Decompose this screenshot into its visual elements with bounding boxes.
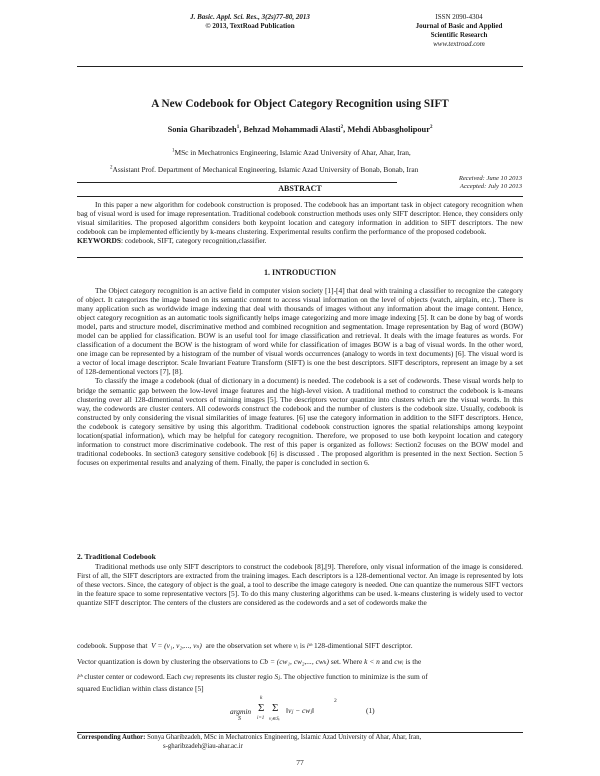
corr-label: Corresponding Author: — [77, 734, 146, 741]
observation-text-b: are the observation set where — [205, 641, 292, 650]
ith-symbol-1: iᵗʰ — [306, 641, 313, 650]
abstract-heading: ABSTRACT — [278, 184, 322, 193]
page-number: 77 — [296, 758, 304, 767]
author-1-sup: 1 — [236, 125, 240, 131]
keywords-text: : codebook, SIFT, category recognition,classifier. — [120, 236, 267, 246]
k-less-n: k < n — [364, 657, 380, 666]
codebook-set-eq: Cb = (cw₁, cw₂,..., cwₖ) — [259, 657, 329, 666]
issn: ISSN 2090-4304 — [435, 13, 483, 21]
abstract-heading-rule — [77, 196, 523, 197]
eq-sum1-lower: i=1 — [257, 716, 265, 721]
section-2-line-quantization — [77, 656, 523, 667]
author-line — [0, 125, 600, 134]
journal-name-2: Scientific Research — [430, 31, 488, 39]
cluster-text-a: cluster center or codeword. Each — [84, 672, 182, 681]
quantization-text-d: is the — [405, 657, 422, 666]
introduction-heading: 1. INTRODUCTION — [263, 268, 336, 277]
affiliation-1-text: MSc in Mechatronics Engineering, Islamic Azad University of Ahar, Ahar, Iran, — [174, 148, 411, 157]
eq-norm: ‖vⱼ − cwⱼ‖ — [286, 706, 315, 715]
abstract-bottom-rule — [77, 257, 523, 258]
affiliation-2 — [110, 165, 418, 174]
intro-paragraph-2: To classify the image a codebook (dual of dictionary in a document) is needed. The codebook is a set of codewords. These visual words help to bridge the semantic gap between the low-level image features and the high-level vision. A traditional method to construct the codebook is k-means clustering over all 128-dimentional vectors of training images [5]. The descriptors vector quantize into clusters which are the visual words. In this way, the codewords are cluster centers. All codewords construct the codebook and the number of clusters is the codebook size. Usually, codebook is constructed by only considering the visual similarities of image features. [6] use the category information in addition to the SIFT descriptors. Hence, the codebook is category sensitive by using this algorithm. Traditional codebook construction ignores the spatial relationships among keypoint location(spatial information), which may be helpful for category recognition. Therefore, we proposed to use both keypoint location and category information to construct more discriminative codebook. The rest of this paper is organized as follows: Section2 focuses on the BOW model and traditional codebooks. In section3 category sensitive codebook [6] is discussed . The proposed algorithm is presented in the next Section. Section 5 focuses on experimental results and analyzing of them. Finally, the paper is concluded in section 6. — [77, 376, 523, 467]
journal-name-1: Journal of Basic and Applied — [415, 22, 503, 30]
observation-text-a: codebook. Suppose that — [77, 641, 148, 650]
keywords-label: KEYWORDS — [77, 236, 121, 246]
corr-email[interactable]: s-gharibzadeh@iau-ahar.ac.ir — [163, 742, 243, 750]
quantization-text-a: Vector quantization is down by clustering the observations to — [77, 657, 258, 666]
received-date: Received: June 10 2013 — [458, 175, 522, 182]
section-2-heading: 2. Traditional Codebook — [77, 552, 156, 561]
ith-symbol-2: iᵗʰ — [77, 672, 83, 681]
abstract-body — [77, 200, 523, 245]
keywords-line — [77, 236, 523, 245]
section-2-line-objective — [77, 684, 523, 693]
section-2-paragraph: Traditional methods use only SIFT descriptors to construct the codebook [8],[9]. Therefore, only visual information of the image is considered. First of all, the SIFT descriptors are extracted from the training images. Each descriptors is a 128-dementional vector. An image is represented by lots of these vectors. Since, the category of object is the goal, a tool to describe the image category is needed. One can quantize the numerous SIFT vectors in the feature space to some representative vectors [5]. To do this many clustering algorithms can be used. k-means clustering is widely used to vector quantize SIFT descriptor. The centers of the clusters are considered as the codewords and a set of codewords make the — [77, 562, 523, 608]
footer-divider — [77, 732, 523, 733]
observation-text-d: 128-dimentional SIFT descriptor. — [313, 641, 413, 650]
journal-citation: J. Basic. Appl. Sci. Res., 3(2s)77-80, 2013 — [190, 13, 310, 21]
eq-number: (1) — [366, 706, 375, 715]
author-1: Sonia Gharibzadeh — [167, 125, 237, 134]
paper-title: A New Codebook for Object Category Recognition using SIFT — [151, 98, 449, 110]
journal-website[interactable]: www.textroad.com — [433, 40, 485, 48]
journal-header-right — [404, 13, 514, 49]
accepted-date: Accepted: July 10 2013 — [459, 183, 522, 190]
author-2: , Behzad Mohammadi Alasti — [239, 125, 341, 134]
eq-argmin: argmin — [230, 707, 252, 716]
author-3-sup: 2 — [429, 125, 433, 131]
author-3: , Mehdi Abbasgholipour — [343, 125, 430, 134]
objective-text: squared Euclidian within class distance [5] — [77, 684, 204, 693]
affiliation-2-sup: 2 — [110, 165, 113, 171]
author-2-sup: 2 — [340, 125, 344, 131]
eq-sum2-lower: vⱼ∈Sᵢ — [269, 717, 280, 722]
journal-header-left — [160, 13, 340, 31]
eq-sum1: Σ — [258, 702, 265, 714]
eq-power: 2 — [334, 698, 337, 704]
equation-1 — [230, 694, 530, 726]
sj-symbol: Sⱼ — [274, 672, 281, 681]
affiliation-1-sup: 1 — [172, 148, 175, 154]
abstract-text: In this paper a new algorithm for codebook construction is proposed. The codebook has an important task in object category recognition when bag of visual word is used for image representation. Traditional codebook construction methods uses only SIFT descriptor. Hence, they considers only visual similarities. The proposed algorithm considers both keypoint location and category information in addition to SIFT descriptors. The new codebook can be implemented efficiently by k-means clustering. Experimental results confirm the performance of the proposed codebook. — [77, 200, 523, 237]
section-2-line-cluster — [77, 671, 523, 682]
eq-sum1-upper: k — [260, 695, 263, 701]
cluster-text-b: represents its cluster regio — [195, 672, 273, 681]
observation-text-c: is — [299, 641, 305, 650]
corresponding-author — [77, 734, 523, 751]
intro-paragraph-1: The Object category recognition is an active field in computer vision society [1]-[4] that deal with training a classifier to recognize the category of object. It categorizes the image based on its semantic content to access visual information on the level of objects (watch, airplain, etc.). There is many application such as worldwide image indexing that deal with thousands of images without any information about the image content. Hence, object category recognition as an automatic tools significantly helps image categorizing and more image indexing [5]. It can be done by bag of words model, parts and structure model, discriminative method and combined recognition and segmentation. Image representation by Bag of word (BOW) model can be applied for classification. BOW is an useful tool for image classification and retrieval. It deals with the image features as words. For classification of a document the BOW is the histogram of word while for classification of images BOW is a bag of visual words. In the other word, one image can be represented by a histogram of the number of visual words occurrences (analogy to words in text documents) [6]. The visual word is a vector of local image descriptor. Scale Invariant Feature Transform (SIFT) is one the best descriptors. SIFT descriptors, represent an image by a set of 128-dementional vectors [7], [8]. — [77, 286, 523, 377]
section-2-line-observations — [77, 640, 523, 651]
introduction-body — [77, 286, 523, 467]
header-divider — [77, 66, 523, 67]
cwj-symbol: cwⱼ — [183, 672, 194, 681]
quantization-text-b: set. Where — [330, 657, 363, 666]
eq-sum2: Σ — [272, 702, 279, 714]
eq-argmin-sub: S — [238, 716, 241, 722]
affiliation-1 — [172, 148, 411, 157]
affiliation-2-text: Assistant Prof. Department of Mechanical Engineering, Islamic Azad University of Bonab, Bonab, Iran — [112, 165, 419, 174]
cluster-text-c: . The objective function to minimize is the sum of — [280, 672, 428, 681]
vi-symbol: vᵢ — [293, 641, 299, 650]
cwi-symbol: cwᵢ — [394, 657, 404, 666]
copyright-line: © 2013, TextRoad Publication — [205, 22, 295, 30]
section-2-body — [77, 562, 523, 607]
abstract-top-rule — [77, 182, 397, 183]
corr-text: Sonya Gharibzadeh, MSc in Mechatronics Engineering, Islamic Azad University of Ahar, Ahar, Iran, — [145, 734, 422, 741]
quantization-text-c: and — [381, 657, 393, 666]
observation-set-eq: V = (v₁, v₂,..., vₙ) — [151, 641, 202, 650]
